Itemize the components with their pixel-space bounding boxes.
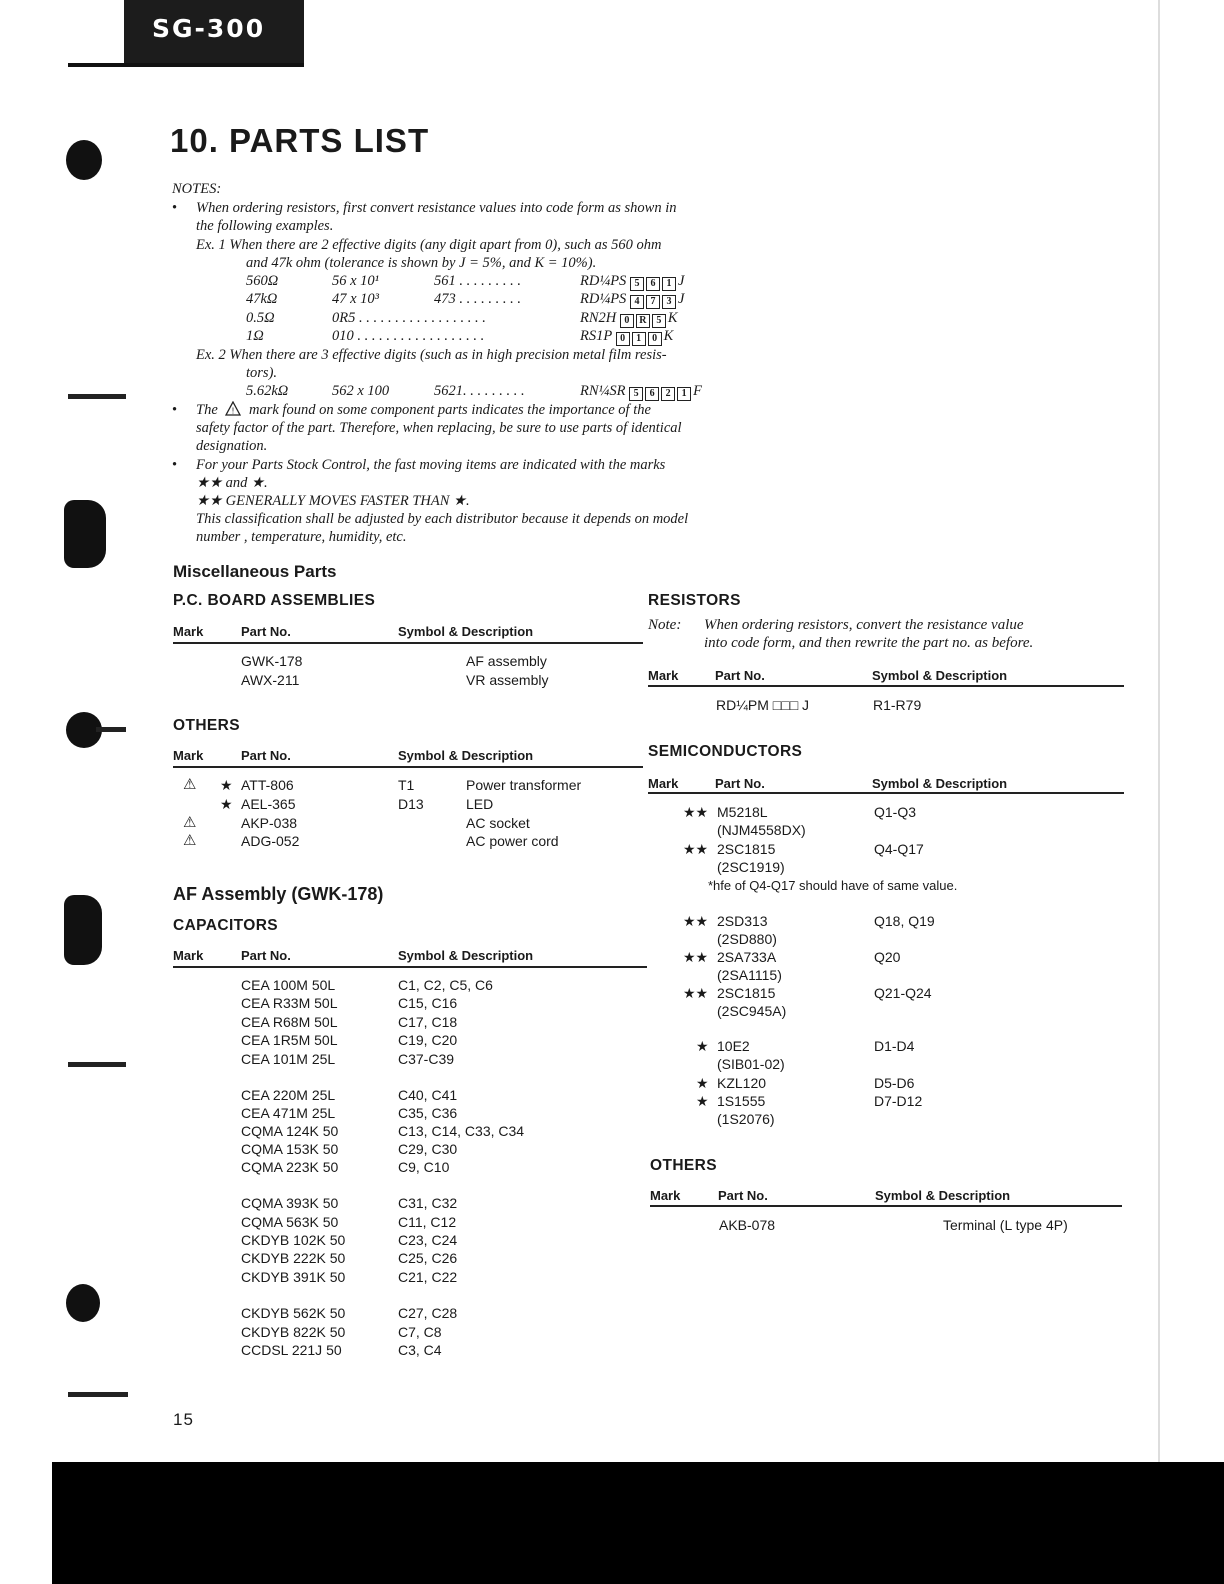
- example-tolerance: K: [663, 328, 674, 344]
- star-mark: ★: [220, 796, 233, 812]
- others2-heading: OTHERS: [650, 1157, 717, 1174]
- header-rule: [68, 63, 304, 67]
- header-rule: [650, 1205, 1122, 1207]
- others-heading: OTHERS: [173, 717, 240, 734]
- col-mark: Mark: [173, 624, 204, 639]
- part-no: M5218L: [717, 804, 768, 820]
- example-code: 5621. . . . . . . . .: [434, 383, 525, 399]
- col-symbol: Symbol & Description: [872, 668, 1008, 683]
- code-digit-box: 4: [630, 295, 644, 309]
- resistor-note: into code form, and then rewrite the part no. as before.: [704, 635, 1034, 651]
- resistors-heading: RESISTORS: [648, 592, 741, 609]
- example-value: 560Ω: [246, 273, 279, 289]
- table-row: [241, 1051, 641, 1069]
- code-digit-box: 1: [677, 387, 691, 401]
- example-mult: 010 . . . . . . . . . . . . . . . . . .: [332, 328, 485, 344]
- part-no: CEA R33M 50L: [241, 995, 338, 1011]
- star-mark: ★: [220, 777, 233, 793]
- symbol: C40, C41: [398, 1087, 458, 1103]
- table-row: [241, 1269, 641, 1287]
- page-number: 15: [173, 1410, 194, 1429]
- note-text: This classification shall be adjusted by each distributor because it depends on model: [196, 511, 689, 527]
- part-no: CEA 220M 25L: [241, 1087, 336, 1103]
- table-row: [241, 1250, 641, 1268]
- code-digit-box: 6: [645, 387, 659, 401]
- part-no: CEA 101M 25L: [241, 1051, 336, 1067]
- note-text: and 47k ohm (tolerance is shown by J = 5%, and K = 10%).: [246, 255, 597, 271]
- example-mult: 47 x 10³: [332, 291, 380, 307]
- symbol: C1, C2, C5, C6: [398, 977, 493, 993]
- example-tolerance: J: [677, 273, 685, 289]
- binder-clip: [64, 500, 106, 568]
- binder-hole: [66, 1284, 100, 1322]
- star-mark: ★: [696, 1075, 709, 1091]
- example-part: [580, 327, 673, 346]
- code-digit-box: 7: [646, 295, 660, 309]
- note-text: the following examples.: [196, 218, 334, 234]
- pcb-part: GWK-178: [241, 653, 303, 669]
- example-part-code: RD¼PS: [580, 273, 627, 289]
- alt-part-no: (2SC1919): [717, 859, 785, 875]
- part-no: CEA R68M 50L: [241, 1014, 338, 1030]
- symbol: C37-C39: [398, 1051, 455, 1067]
- symbol: C15, C16: [398, 995, 458, 1011]
- example-value: 1Ω: [246, 328, 264, 344]
- bullet: •: [172, 457, 178, 473]
- example-part: [580, 309, 678, 328]
- resistor-symbol: R1-R79: [873, 697, 922, 713]
- example-tolerance: J: [677, 291, 685, 307]
- part-no: 10E2: [717, 1038, 750, 1054]
- code-digit-box: 2: [661, 387, 675, 401]
- semis-heading: SEMICONDUCTORS: [648, 743, 803, 760]
- code-digit-box: 0: [620, 314, 634, 328]
- alt-part-no: (1S2076): [717, 1111, 775, 1127]
- table-row: [241, 995, 641, 1013]
- header-rule: [173, 766, 643, 768]
- example-mult: 0R5 . . . . . . . . . . . . . . . . . .: [332, 310, 486, 326]
- star-mark: ★★: [683, 985, 709, 1001]
- example-value: 5.62kΩ: [246, 383, 289, 399]
- part-no: CKDYB 222K 50: [241, 1250, 346, 1266]
- semis-note: *hfe of Q4-Q17 should have of same value.: [708, 878, 958, 893]
- note-text: ★★ GENERALLY MOVES FASTER THAN ★.: [196, 493, 470, 509]
- symbol: C31, C32: [398, 1195, 458, 1211]
- symbol: C3, C4: [398, 1342, 442, 1358]
- symbol: Q21-Q24: [874, 985, 932, 1001]
- table-row: [241, 1324, 641, 1342]
- symbol: Q20: [874, 949, 901, 965]
- code-digit-box: 0: [648, 332, 662, 346]
- example-part: [580, 382, 702, 401]
- symbol: Q1-Q3: [874, 804, 917, 820]
- notes-heading: NOTES:: [172, 181, 222, 197]
- col-symbol: Symbol & Description: [398, 948, 534, 963]
- col-mark: Mark: [650, 1188, 681, 1203]
- margin-bar: [68, 1392, 128, 1397]
- warning-icon: ⚠: [183, 776, 197, 793]
- part-no: 2SC1815: [717, 985, 776, 1001]
- col-mark: Mark: [173, 948, 204, 963]
- symbol: C27, C28: [398, 1305, 458, 1321]
- pcb-part: AWX-211: [241, 672, 300, 688]
- resistor-part: RD¼PM □□□ J: [716, 697, 810, 713]
- table-row: [241, 1105, 641, 1123]
- code-digit-box: 0: [616, 332, 630, 346]
- part-no: 2SC1815: [717, 841, 776, 857]
- note-text: number , temperature, humidity, etc.: [196, 529, 407, 545]
- alt-part-no: (2SC945A): [717, 1003, 787, 1019]
- code-digit-boxes: [629, 383, 693, 399]
- col-part-no: Part No.: [715, 776, 765, 791]
- symbol: Q4-Q17: [874, 841, 924, 857]
- table-row: [241, 1195, 641, 1213]
- code-digit-box: R: [636, 314, 650, 328]
- part-no: AEL-365: [241, 796, 296, 812]
- note-text: For your Parts Stock Control, the fast moving items are indicated with the marks: [196, 457, 666, 473]
- example-part-code: RN2H: [580, 310, 617, 326]
- symbol: C19, C20: [398, 1032, 458, 1048]
- star-mark: ★: [696, 1093, 709, 1109]
- example-part: [580, 290, 684, 309]
- symbol: C29, C30: [398, 1141, 458, 1157]
- example-part-code: RD¼PS: [580, 291, 627, 307]
- example-part-code: RS1P: [580, 328, 612, 344]
- part-no: CEA 100M 50L: [241, 977, 336, 993]
- col-mark: Mark: [173, 748, 204, 763]
- bullet: •: [172, 402, 178, 418]
- part-no: CKDYB 562K 50: [241, 1305, 346, 1321]
- binder-clip: [64, 895, 102, 965]
- example-tolerance: F: [693, 383, 702, 399]
- star-mark: ★★: [683, 949, 709, 965]
- table-row: [241, 1032, 641, 1050]
- symbol: C21, C22: [398, 1269, 458, 1285]
- symbol: C35, C36: [398, 1105, 458, 1121]
- warning-icon: ⚠: [183, 814, 197, 831]
- note-text: When ordering resistors, first convert resistance values into code form as shown in: [196, 200, 677, 216]
- note-text: designation.: [196, 438, 268, 454]
- symbol: D13: [398, 796, 424, 812]
- example-part: [580, 272, 684, 291]
- table-row: [241, 1214, 641, 1232]
- part-no: CEA 1R5M 50L: [241, 1032, 338, 1048]
- col-symbol: Symbol & Description: [875, 1188, 1011, 1203]
- margin-bar: [68, 394, 126, 399]
- example-code: 561 . . . . . . . . .: [434, 273, 521, 289]
- code-digit-box: 6: [646, 277, 660, 291]
- part-no: CQMA 153K 50: [241, 1141, 339, 1157]
- table-row: [241, 1087, 641, 1105]
- symbol: C11, C12: [398, 1214, 457, 1230]
- description: LED: [466, 796, 494, 812]
- pcb-desc: AF assembly: [466, 653, 547, 669]
- col-part-no: Part No.: [715, 668, 765, 683]
- note-text: Ex. 1 When there are 2 effective digits (any digit apart from 0), such as 560 ohm: [196, 237, 662, 253]
- note-text: tors).: [246, 365, 278, 381]
- symbol: C7, C8: [398, 1324, 442, 1340]
- pcb-heading: P.C. BOARD ASSEMBLIES: [173, 592, 376, 609]
- code-digit-box: 1: [632, 332, 646, 346]
- af-heading: AF Assembly (GWK-178): [173, 884, 384, 904]
- model-label: SG-300: [152, 14, 266, 43]
- part-no: CKDYB 391K 50: [241, 1269, 346, 1285]
- table-row: [241, 1141, 641, 1159]
- star-mark: ★★: [683, 841, 709, 857]
- resistor-note: When ordering resistors, convert the resistance value: [704, 617, 1024, 633]
- example-tolerance: K: [667, 310, 678, 326]
- example-value: 47kΩ: [246, 291, 278, 307]
- part-no: CQMA 393K 50: [241, 1195, 339, 1211]
- header-rule: [173, 642, 643, 644]
- table-row: [241, 1159, 641, 1177]
- col-part-no: Part No.: [241, 624, 291, 639]
- margin-bar: [96, 727, 126, 732]
- note-text: [196, 401, 651, 419]
- star-mark: ★★: [683, 913, 709, 929]
- col-symbol: Symbol & Description: [398, 748, 534, 763]
- symbol: C25, C26: [398, 1250, 458, 1266]
- example-mult: 56 x 10¹: [332, 273, 380, 289]
- table-row: [241, 977, 641, 995]
- symbol: D7-D12: [874, 1093, 923, 1109]
- example-code: 473 . . . . . . . . .: [434, 291, 521, 307]
- symbol: C13, C14, C33, C34: [398, 1123, 525, 1139]
- part-no: CCDSL 221J 50: [241, 1342, 342, 1358]
- symbol: C9, C10: [398, 1159, 450, 1175]
- col-part-no: Part No.: [718, 1188, 768, 1203]
- scan-border: [52, 1462, 1224, 1584]
- part-no: AKP-038: [241, 815, 298, 831]
- col-symbol: Symbol & Description: [872, 776, 1008, 791]
- page-edge: [1158, 0, 1160, 1462]
- part-no: 2SA733A: [717, 949, 777, 965]
- model-header: [124, 0, 304, 66]
- code-digit-box: 5: [629, 387, 643, 401]
- col-part-no: Part No.: [241, 948, 291, 963]
- others2-part: AKB-078: [719, 1217, 776, 1233]
- col-mark: Mark: [648, 668, 679, 683]
- symbol: D1-D4: [874, 1038, 915, 1054]
- part-no: CQMA 563K 50: [241, 1214, 339, 1230]
- table-row: [241, 1014, 641, 1032]
- table-row: [241, 1305, 641, 1323]
- example-part-code: RN¼SR: [580, 383, 626, 399]
- warning-icon: ⚠: [183, 832, 197, 849]
- part-no: ADG-052: [241, 833, 300, 849]
- code-digit-box: 3: [662, 295, 676, 309]
- part-no: CQMA 124K 50: [241, 1123, 339, 1139]
- note-text: Ex. 2 When there are 3 effective digits (such as in high precision metal film resis-: [196, 347, 667, 363]
- table-row: [241, 1342, 641, 1360]
- symbol: C17, C18: [398, 1014, 458, 1030]
- binder-hole: [66, 140, 102, 180]
- warning-icon: [225, 401, 241, 416]
- page-title: 10. PARTS LIST: [170, 122, 430, 159]
- part-no: CKDYB 102K 50: [241, 1232, 346, 1248]
- symbol: Q18, Q19: [874, 913, 935, 929]
- margin-bar: [68, 1062, 126, 1067]
- header-rule: [648, 685, 1124, 687]
- table-row: [241, 1123, 641, 1141]
- pcb-desc: VR assembly: [466, 672, 549, 688]
- part-no: CQMA 223K 50: [241, 1159, 339, 1175]
- misc-heading: Miscellaneous Parts: [173, 562, 337, 581]
- note-text: mark found on some component parts indicates the importance of the: [249, 402, 651, 418]
- description: AC power cord: [466, 833, 559, 849]
- description: AC socket: [466, 815, 530, 831]
- note-text: safety factor of the part. Therefore, when replacing, be sure to use parts of identical: [196, 420, 682, 436]
- example-value: 0.5Ω: [246, 310, 275, 326]
- symbol: C23, C24: [398, 1232, 458, 1248]
- code-digit-box: 1: [662, 277, 676, 291]
- symbol: D5-D6: [874, 1075, 915, 1091]
- example-mult: 562 x 100: [332, 383, 390, 399]
- description: Power transformer: [466, 777, 582, 793]
- cap-heading: CAPACITORS: [173, 917, 279, 934]
- symbol: T1: [398, 777, 415, 793]
- note-label: Note:: [648, 617, 682, 633]
- alt-part-no: (2SD880): [717, 931, 777, 947]
- col-part-no: Part No.: [241, 748, 291, 763]
- header-rule: [173, 966, 647, 968]
- alt-part-no: (SIB01-02): [717, 1056, 785, 1072]
- svg-text:!: !: [232, 406, 235, 416]
- part-no: 1S1555: [717, 1093, 766, 1109]
- part-no: 2SD313: [717, 913, 768, 929]
- note-text: ★★ and ★.: [196, 475, 268, 491]
- star-mark: ★★: [683, 804, 709, 820]
- part-no: ATT-806: [241, 777, 294, 793]
- others2-desc: Terminal (L type 4P): [943, 1217, 1068, 1233]
- bullet: •: [172, 200, 178, 216]
- alt-part-no: (2SA1115): [717, 967, 782, 983]
- part-no: CEA 471M 25L: [241, 1105, 336, 1121]
- part-no: KZL120: [717, 1075, 767, 1091]
- part-no: CKDYB 822K 50: [241, 1324, 346, 1340]
- header-rule: [648, 792, 1124, 794]
- code-digit-box: 5: [652, 314, 666, 328]
- table-row: [241, 1232, 641, 1250]
- alt-part-no: (NJM4558DX): [717, 822, 806, 838]
- code-digit-box: 5: [630, 277, 644, 291]
- col-symbol: Symbol & Description: [398, 624, 534, 639]
- col-mark: Mark: [648, 776, 679, 791]
- star-mark: ★: [696, 1038, 709, 1054]
- note-text: The: [196, 402, 218, 418]
